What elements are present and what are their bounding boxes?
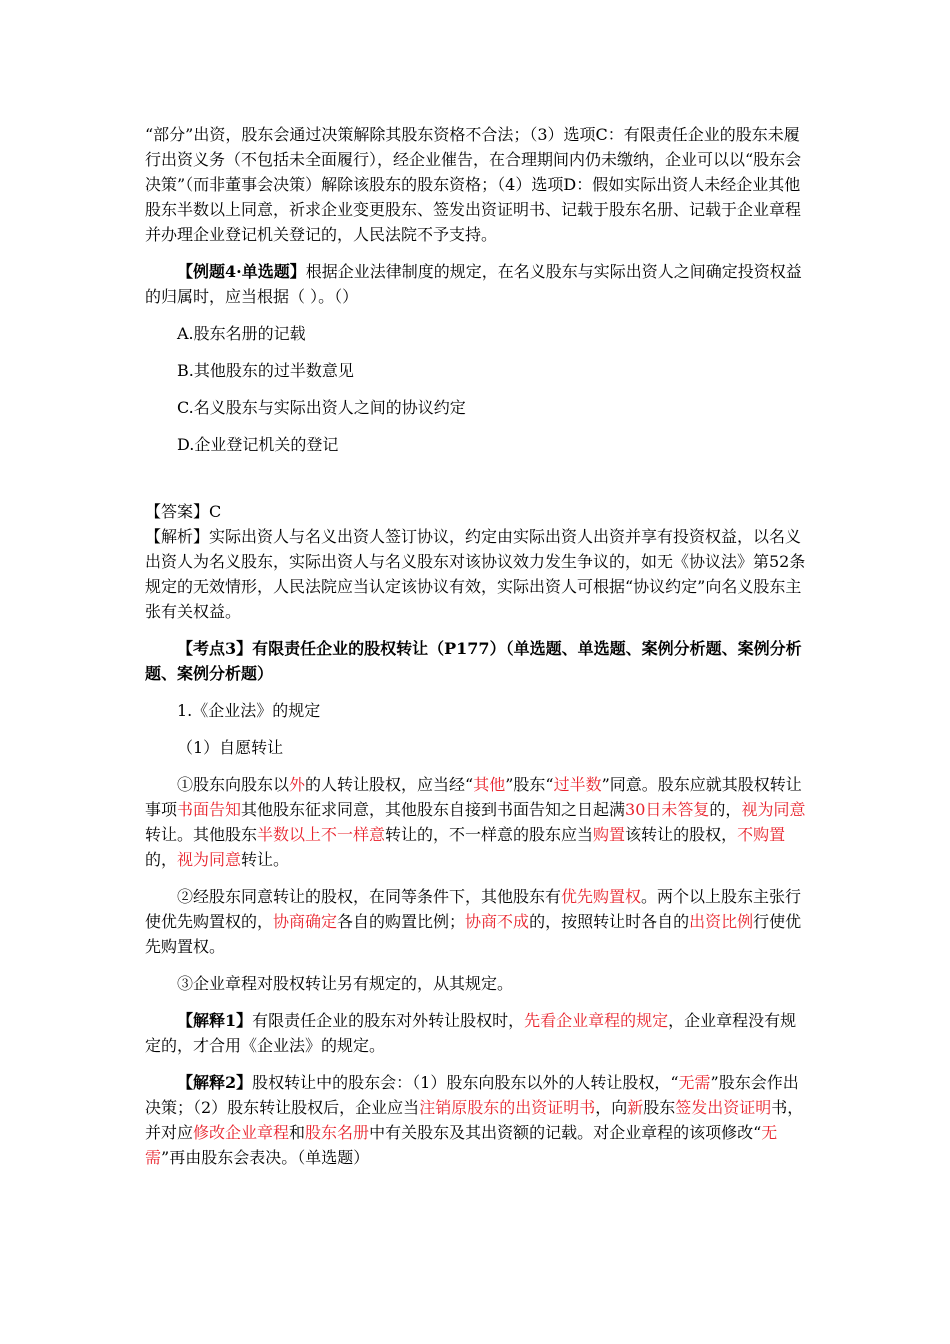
highlight-run: 视为同意 [741, 800, 806, 819]
highlight-run: 不购置 [737, 825, 786, 844]
text-run: 其他股东征求同意，其他股东自接到书面告知之日起满 [241, 800, 626, 819]
option-d: D.企业登记机关的登记 [177, 435, 339, 454]
text-run: 书，并对应 [145, 1098, 804, 1142]
highlight-run: 无需 [678, 1073, 711, 1092]
text-run: 中有关股东及其出资额的记载。对企业章程的该项修改“ [369, 1123, 762, 1142]
text-run: 的人转让股权，应当经“ [305, 775, 474, 794]
text-run: 和 [289, 1123, 306, 1142]
text-run: 的， [709, 800, 742, 819]
rule-2 [145, 884, 810, 959]
highlight-run: 30日未答复 [625, 800, 710, 819]
highlight-run: 视为同意 [177, 850, 242, 869]
analysis [145, 524, 810, 624]
highlight-run: 其他 [473, 775, 506, 794]
option-a: A.股东名册的记载 [177, 324, 306, 343]
text-run: 的， [145, 850, 178, 869]
text-run: ②经股东同意转让的股权，在同等条件下，其他股东有 [177, 887, 562, 906]
highlight-run: 出资比例 [689, 912, 754, 931]
text-run: 的，按照转让时各自的 [529, 912, 690, 931]
highlight-run: 先看企业章程的规定 [524, 1011, 669, 1030]
explanation-1-label: 【解释1】 [177, 1011, 253, 1030]
text-run: 转让的，不一样意的股东应当 [385, 825, 594, 844]
rule-1 [145, 772, 810, 872]
section-heading-voluntary: （1）自愿转让 [177, 738, 284, 757]
text-run: 。两个以上股东主张行使优先购置权的， [145, 887, 802, 931]
question-4 [145, 259, 810, 309]
text-run: ”股东会作出决策；（2）股东转让股权后，企业应当 [145, 1073, 799, 1117]
highlight-run: 过半数 [553, 775, 602, 794]
text-run: ”股东“ [505, 775, 554, 794]
highlight-run: 协商确定 [273, 912, 338, 931]
text-run: ①股东向股东以 [177, 775, 290, 794]
explanation-2 [145, 1070, 810, 1170]
highlight-run: 无需 [145, 1123, 778, 1167]
option-c: C.名义股东与实际出资人之间的协议约定 [177, 398, 466, 417]
text-run: 转让。 [241, 850, 290, 869]
text-run: 各自的购置比例； [337, 912, 466, 931]
highlight-run: 修改企业章程 [193, 1123, 290, 1142]
text-run: ”同意。股东应就其股权转让事项 [145, 775, 802, 819]
section-heading-law: 1.《企业法》的规定 [177, 701, 321, 720]
analysis-text: 实际出资人与名义出资人签订协议，约定由实际出资人出资并享有投资权益，以名义出资人为名义股东，实际出资人与名义股东对该协议效力发生争议的，如无《协议法》第52条规定的无效情形，人民法院应当认定该协议有效，实际出资人可根据“协议约定”向名义股东主张有关权益。 [145, 527, 806, 621]
highlight-run: 书面告知 [177, 800, 242, 819]
document-body [145, 122, 810, 1170]
text-run: 有限责任企业的股东对外转让股权时， [252, 1011, 525, 1030]
paragraph-options-explanation: “部分”出资，股东会通过决策解除其股东资格不合法；（3）选项C：有限责任企业的股东未履行出资义务（不包括未全面履行），经企业催告，在合理期间内仍未缴纳，企业可以以“股东会决策”（而非董事会决策）解除该股东的股东资格；（4）选项D：假如实际出资人未经企业其他股东半数以上同意，祈求企业变更股东、签发出资证明书、记载于股东名册、记载于企业章程并办理企业登记机关登记的，人民法院不予支持。 [145, 125, 802, 244]
text-run: ，企业章程没有规定的，才合用《企业法》的规定。 [145, 1011, 797, 1055]
highlight-run: 外 [289, 775, 306, 794]
highlight-run: 签发出资证明 [675, 1098, 772, 1117]
text-run: ，向 [595, 1098, 628, 1117]
explanation-2-label: 【解释2】 [177, 1073, 253, 1092]
analysis-label: 【解析】 [145, 527, 210, 546]
highlight-run: 半数以上不一样意 [257, 825, 386, 844]
rule-3: ③企业章程对股权转让另有规定的，从其规定。 [177, 974, 514, 993]
text-run: 股东 [643, 1098, 676, 1117]
text-run: 转让。其他股东 [145, 825, 258, 844]
key-point-3-heading: 【考点3】有限责任企业的股权转让（P177）（单选题、单选题、案例分析题、案例分析题、案例分析题） [145, 639, 802, 683]
text-run: 该转让的股权， [625, 825, 738, 844]
question-4-title: 【例题4·单选题】 [177, 262, 306, 281]
explanation-1 [145, 1008, 810, 1058]
answer: 【答案】C [145, 502, 222, 521]
highlight-run: 购置 [593, 825, 626, 844]
highlight-run: 注销原股东的出资证明书 [419, 1098, 596, 1117]
text-run: ”再由股东会表决。（单选题） [161, 1148, 370, 1167]
text-run: 行使优先购置权。 [145, 912, 802, 956]
highlight-run: 股东名册 [305, 1123, 370, 1142]
highlight-run: 优先购置权 [561, 887, 642, 906]
highlight-run: 新 [627, 1098, 644, 1117]
highlight-run: 协商不成 [465, 912, 530, 931]
option-b: B.其他股东的过半数意见 [177, 361, 354, 380]
text-run: 股权转让中的股东会：（1）股东向股东以外的人转让股权，“ [252, 1073, 679, 1092]
question-4-text: 根据企业法律制度的规定，在名义股东与实际出资人之间确定投资权益的归属时，应当根据（ ）。（） [145, 262, 802, 306]
